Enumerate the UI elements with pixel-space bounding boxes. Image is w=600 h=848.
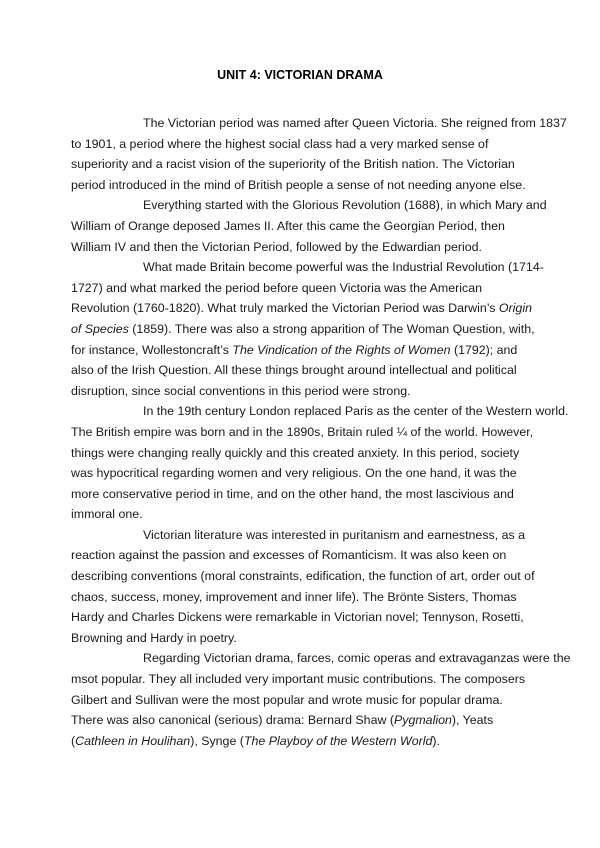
- text-line: [71, 607, 530, 628]
- text-run: Revolution (1760-1820). What truly marked the Victorian Period was Darwin’s: [71, 301, 499, 316]
- text-line: [71, 401, 569, 422]
- text-line: [71, 463, 530, 484]
- text-run: chaos, success, money, improvement and inner life). The Brönte Sisters, Thomas: [71, 589, 517, 604]
- text-line: [71, 113, 567, 134]
- text-line: [71, 195, 547, 216]
- text-run: What made Britain become powerful was the Industrial Revolution (1714-: [143, 260, 544, 275]
- text-line: [71, 710, 530, 731]
- text-line: [71, 545, 530, 566]
- text-run: Hardy and Charles Dickens were remarkable in Victorian novel; Tennyson, Rosetti,: [71, 610, 524, 625]
- text-run: (1859). There was also a strong apparition of The Woman Question, with,: [128, 321, 535, 336]
- paragraph: [71, 525, 535, 649]
- text-line: [71, 319, 535, 340]
- text-run: The British empire was born and in the 1890s, Britain ruled ¼ of the world. However,: [71, 424, 534, 439]
- italic-title: Pygmalion: [394, 713, 452, 728]
- italic-title: Origin: [498, 301, 532, 316]
- text-run: William of Orange deposed James II. After this came the Georgian Period, then: [71, 218, 505, 233]
- text-run: was hypocritical regarding women and very religious. On the one hand, it was the: [71, 466, 517, 481]
- text-run: ).: [432, 733, 440, 748]
- text-run: 1727) and what marked the period before queen Victoria was the American: [71, 280, 482, 295]
- text-line: [71, 648, 571, 669]
- text-line: [71, 340, 530, 361]
- text-run: Browning and Hardy in poetry.: [71, 630, 237, 645]
- text-line: [71, 525, 530, 546]
- paragraph: [71, 648, 571, 751]
- text-run: reaction against the passion and excesses of Romanticism. It was also keen on: [71, 548, 507, 563]
- text-run: superiority and a racist vision of the superiority of the British nation. The Victorian: [71, 157, 515, 172]
- text-line: [71, 360, 530, 381]
- text-run: things were changing really quickly and this created anxiety. In this period, society: [71, 445, 520, 460]
- text-run: also of the Irish Question. All these things brought around intellectual and political: [71, 363, 517, 378]
- text-run: Regarding Victorian drama, farces, comic operas and extravaganzas were the: [143, 651, 571, 666]
- italic-title: Cathleen in Houlihan: [75, 733, 191, 748]
- text-run: to 1901, a period where the highest social class had a very marked sense of: [71, 136, 489, 151]
- text-line: [71, 628, 530, 649]
- text-line: [71, 731, 530, 752]
- document-body: [71, 113, 571, 751]
- text-line: [71, 484, 530, 505]
- paragraph: [71, 113, 567, 195]
- text-run: disruption, since social conventions in this period were strong.: [71, 383, 411, 398]
- text-run: (1792); and: [450, 342, 518, 357]
- paragraph: [71, 195, 547, 257]
- italic-title: The Vindication of the Rights of Women: [232, 342, 451, 357]
- text-run: for instance, Wollestoncraft’s: [71, 342, 233, 357]
- text-line: [71, 443, 530, 464]
- text-line: [71, 237, 530, 258]
- text-line: [71, 154, 530, 175]
- text-run: more conservative period in time, and on the other hand, the most lascivious and: [71, 486, 514, 501]
- text-line: [71, 257, 544, 278]
- text-line: [71, 175, 530, 196]
- text-line: [71, 504, 530, 525]
- text-line: [71, 278, 530, 299]
- text-run: ), Yeats: [451, 713, 494, 728]
- italic-title: The Playboy of the Western World: [243, 733, 433, 748]
- text-run: msot popular. They all included very important music contributions. The composers: [71, 672, 526, 687]
- text-run: Victorian literature was interested in puritanism and earnestness, as a: [143, 527, 526, 542]
- text-run: (: [71, 733, 76, 748]
- text-run: ), Synge (: [190, 733, 244, 748]
- text-run: There was also canonical (serious) drama: Bernard Shaw (: [71, 713, 394, 728]
- page-title: UNIT 4: VICTORIAN DRAMA: [217, 68, 383, 82]
- text-run: Gilbert and Sullivan were the most popular and wrote music for popular drama.: [71, 692, 503, 707]
- text-run: describing conventions (moral constraints, edification, the function of art, order out of: [71, 569, 535, 584]
- text-run: In the 19th century London replaced Paris as the center of the Western world.: [143, 404, 569, 419]
- italic-title: of Species: [71, 321, 129, 336]
- text-line: [71, 298, 530, 319]
- text-run: The Victorian period was named after Queen Victoria. She reigned from 1837: [143, 116, 567, 130]
- text-line: [71, 216, 530, 237]
- text-run: William IV and then the Victorian Period, followed by the Edwardian period.: [71, 239, 482, 254]
- text-run: period introduced in the mind of British people a sense of not needing anyone else.: [71, 177, 526, 192]
- text-run: immoral one.: [71, 507, 143, 522]
- text-line: [71, 669, 530, 690]
- text-line: [71, 381, 530, 402]
- text-run: Everything started with the Glorious Revolution (1688), in which Mary and: [143, 198, 547, 213]
- text-line: [71, 134, 530, 155]
- text-line: [71, 422, 534, 443]
- text-line: [71, 566, 535, 587]
- text-line: [71, 690, 530, 711]
- paragraph: [71, 401, 569, 525]
- text-line: [71, 587, 530, 608]
- paragraph: [71, 257, 544, 401]
